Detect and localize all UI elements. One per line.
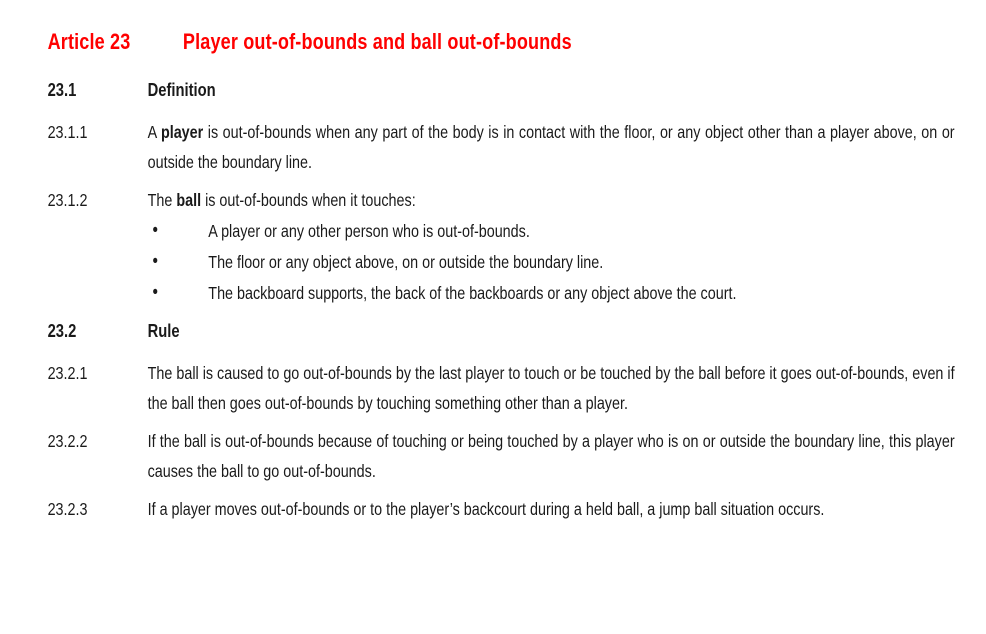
clause-number: 23.1.2 [47, 190, 88, 210]
clause-23-2-3 [48, 494, 955, 524]
clause-number: 23.2.1 [47, 363, 88, 383]
section-heading-23-2 [48, 316, 955, 346]
bullet-item-2 [48, 247, 955, 277]
clause-number: 23.1.1 [47, 122, 88, 142]
article-title [48, 28, 955, 56]
clause-text: If a player moves out-of-bounds or to the player’s backcourt during a held ball, a jump ball situation occurs. [147, 499, 825, 519]
clause-23-1-2 [48, 185, 955, 215]
clause-number: 23.2.2 [47, 431, 88, 451]
section-title: Rule [147, 321, 180, 341]
article-number: Article 23 [47, 29, 131, 54]
section-title: Definition [147, 80, 216, 100]
bullet-text: A player or any other person who is out-of-bounds. [208, 221, 530, 241]
bullet-icon: • [152, 220, 158, 241]
clause-23-1-1 [48, 117, 955, 177]
clause-text [148, 185, 955, 215]
clause-text: If the ball is out-of-bounds because of touching or being touched by a player who is on or outside the boundary line, this player causes the ball to go out-of-bounds. [147, 431, 955, 481]
bullet-icon: • [152, 251, 158, 272]
bold-term: player [160, 122, 204, 142]
clause-number: 23.2.3 [47, 499, 88, 519]
bullet-icon: • [152, 282, 158, 303]
clause-text [148, 117, 955, 177]
bold-term: ball [176, 190, 202, 210]
bullet-item-3 [48, 278, 955, 308]
bullet-text: The floor or any object above, on or outside the boundary line. [208, 252, 604, 272]
text-run: is out-of-bounds when any part of the body is in contact with the floor, or any object other than a player above, on or outside the boundary line. [147, 122, 955, 172]
text-run: is out-of-bounds when it touches: [201, 190, 416, 210]
clause-23-2-2 [48, 426, 955, 486]
section-number: 23.2 [47, 321, 77, 341]
bullet-item-1 [48, 216, 955, 246]
article-heading: Player out-of-bounds and ball out-of-bounds [182, 29, 572, 54]
clause-23-2-1 [48, 358, 955, 418]
text-run: The [147, 190, 177, 210]
clause-text: The ball is caused to go out-of-bounds by the last player to touch or be touched by the ball before it goes out-of-bounds, even if the ball then goes out-of-bounds by touching something other than a player. [147, 363, 955, 413]
text-run: A [147, 122, 161, 142]
section-heading-23-1 [48, 75, 955, 105]
bullet-text: The backboard supports, the back of the backboards or any object above the court. [208, 283, 737, 303]
section-number: 23.1 [47, 80, 77, 100]
